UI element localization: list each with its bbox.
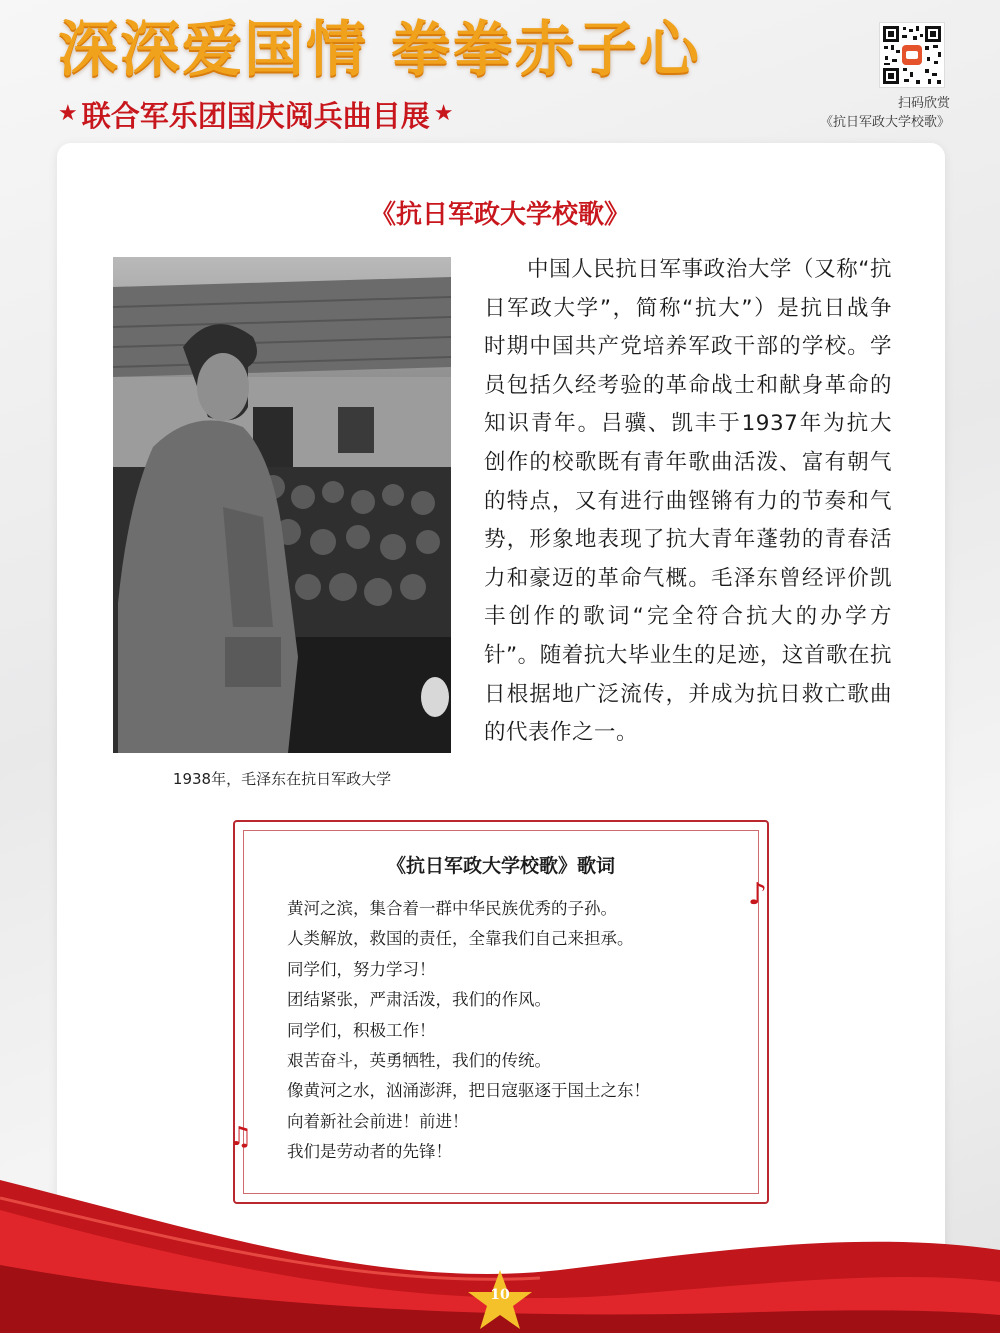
main-title: 深深爱国情 拳拳赤子心 bbox=[58, 15, 701, 85]
lyrics-line: 我们是劳动者的先锋！ bbox=[287, 1142, 452, 1162]
lyrics-line: 艰苦奋斗，英勇牺牲，我们的传统。 bbox=[287, 1051, 551, 1071]
lyrics-line: 向着新社会前进！前进！ bbox=[287, 1111, 469, 1131]
star-icon: ★ bbox=[433, 101, 454, 126]
qr-code-icon[interactable] bbox=[879, 22, 945, 88]
qr-caption bbox=[820, 94, 950, 132]
lyrics-list bbox=[287, 894, 650, 1168]
lyrics-line: 同学们，努力学习！ bbox=[287, 959, 436, 979]
qr-caption-line1: 扫码欣赏 bbox=[897, 96, 950, 111]
page-number: 10 bbox=[490, 1287, 510, 1303]
historical-photo bbox=[113, 257, 451, 753]
music-note-icon: ♪ bbox=[748, 877, 768, 912]
music-note-icon: ♫ bbox=[229, 1122, 253, 1152]
photo-caption: 1938年，毛泽东在抗日军政大学 bbox=[172, 770, 392, 788]
lyrics-line: 同学们，积极工作！ bbox=[287, 1020, 436, 1040]
star-icon: ★ bbox=[58, 101, 78, 126]
lyrics-line: 团结紧张，严肃活泼，我们的作风。 bbox=[287, 990, 551, 1010]
subtitle: 联合军乐团国庆阅兵曲目展 bbox=[81, 98, 430, 133]
intro-paragraph: 中国人民抗日军事政治大学（又称“抗日军政大学”，简称“抗大”）是抗日战争时期中国共产党培养军政干部的学校。学员包括久经考验的革命战士和献身革命的知识青年。吕骥、凯丰于1937年为抗大创作的校歌既有青年歌曲活泼、富有朝气的特点，又有进行曲铿锵有力的节奏和气势，形象地表现了抗大青年蓬勃的青春活力和豪迈的革命气概。毛泽东曾经评价凯丰创作的歌词“完全符合抗大的办学方针”。随着抗大毕业生的足迹，这首歌在抗日根据地广泛流传，并成为抗日救亡歌曲的代表作之一。 bbox=[484, 257, 892, 746]
subtitle-row bbox=[58, 92, 453, 136]
lyrics-line: 人类解放，救国的责任，全靠我们自己来担承。 bbox=[287, 929, 634, 949]
red-ribbon-decoration bbox=[0, 1170, 1000, 1333]
lyrics-line: 像黄河之水，汹涌澎湃，把日寇驱逐于国土之东！ bbox=[287, 1081, 650, 1101]
lyrics-line: 黄河之滨，集合着一群中华民族优秀的子孙。 bbox=[287, 899, 617, 918]
lyrics-title: 《抗日军政大学校歌》歌词 bbox=[386, 855, 615, 877]
qr-caption-line2: 《抗日军政大学校歌》 bbox=[819, 115, 950, 130]
article-title: 《抗日军政大学校歌》 bbox=[369, 200, 630, 230]
